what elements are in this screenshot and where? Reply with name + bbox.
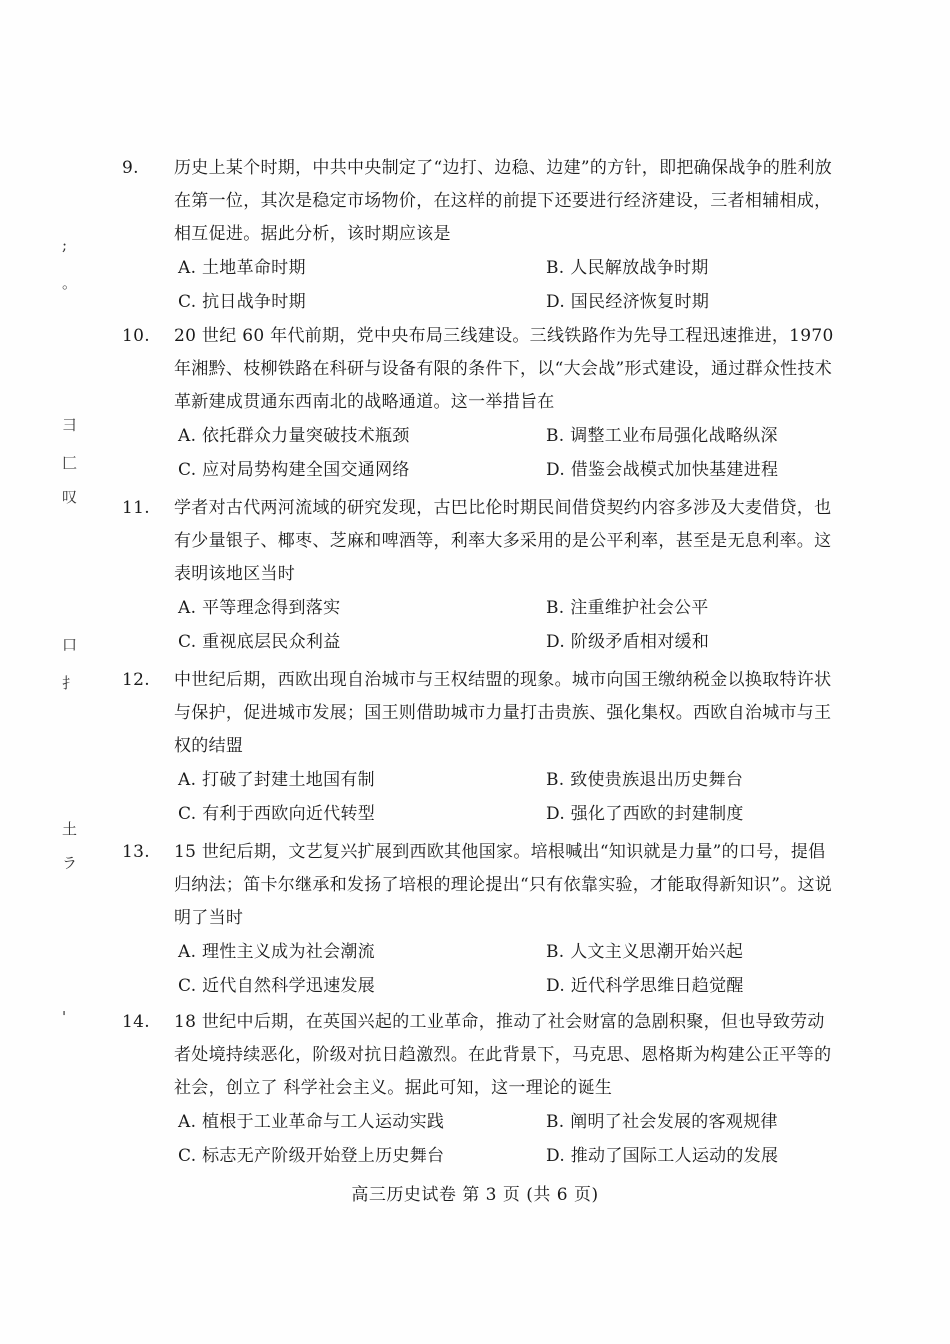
option-a: A. 理性主义成为社会潮流 [178, 942, 375, 962]
question-number: 12. [122, 670, 150, 690]
margin-mark: 叹 [62, 488, 78, 506]
option-group [178, 251, 838, 319]
question-13 [122, 836, 838, 1003]
question-number: 10. [122, 326, 150, 346]
option-a: A. 土地革命时期 [178, 258, 306, 278]
option-c: C. 近代自然科学迅速发展 [178, 976, 376, 996]
option-d: D. 近代科学思维日趋觉醒 [546, 976, 744, 996]
margin-mark: 土 [62, 820, 78, 838]
margin-mark: 扌 [62, 674, 78, 692]
question-stem [122, 836, 838, 935]
option-group [178, 419, 838, 487]
question-14 [122, 1006, 838, 1173]
question-12 [122, 664, 838, 831]
option-a: A. 依托群众力量突破技术瓶颈 [178, 426, 410, 446]
question-number: 9. [122, 158, 139, 178]
question-11 [122, 492, 838, 659]
page-footer: 高三历史试卷 第 3 页 (共 6 页) [351, 1185, 599, 1205]
question-stem [122, 320, 838, 419]
question-stem [122, 1006, 838, 1105]
margin-mark: ラ [62, 854, 78, 872]
question-text: 学者对古代两河流域的研究发现，古巴比伦时期民间借贷契约内容多涉及大麦借贷，也有少量银子、椰枣、芝麻和啤酒等，利率大多采用的是公平利率，甚至是无息利率。这表明该地区当时 [174, 498, 832, 584]
question-stem [122, 492, 838, 591]
option-a: A. 打破了封建土地国有制 [178, 770, 375, 790]
question-number: 13. [122, 842, 150, 862]
option-d: D. 推动了国际工人运动的发展 [546, 1146, 779, 1166]
option-c: C. 有利于西欧向近代转型 [178, 804, 376, 824]
margin-mark: 彐 [62, 416, 78, 434]
question-stem [122, 152, 838, 251]
question-9 [122, 152, 838, 319]
margin-mark: ; [62, 236, 68, 254]
option-c: C. 标志无产阶级开始登上历史舞台 [178, 1146, 445, 1166]
margin-mark: 匚 [62, 454, 78, 472]
question-text: 18 世纪中后期，在英国兴起的工业革命，推动了社会财富的急剧积聚，但也导致劳动者处境持续恶化，阶级对抗日趋激烈。在此背景下，马克思、恩格斯为构建公正平等的社会，创立了 科学社会主义。据此可知，这一理论的诞生 [174, 1012, 832, 1098]
option-c: C. 抗日战争时期 [178, 292, 306, 312]
question-text: 中世纪后期，西欧出现自治城市与王权结盟的现象。城市向国王缴纳税金以换取特许状与保护，促进城市发展；国王则借助城市力量打击贵族、强化集权。西欧自治城市与王权的结盟 [174, 670, 832, 756]
question-text: 20 世纪 60 年代前期，党中央布局三线建设。三线铁路作为先导工程迅速推进，1970 年湘黔、枝柳铁路在科研与设备有限的条件下，以“大会战”形式建设，通过群众性技术革新建成贯通东西南北的战略通道。这一举措旨在 [174, 326, 834, 412]
margin-mark: 口 [62, 636, 78, 654]
margin-mark: 。 [62, 274, 78, 292]
option-group [178, 935, 838, 1003]
option-d: D. 强化了西欧的封建制度 [546, 804, 744, 824]
option-c: C. 应对局势构建全国交通网络 [178, 460, 410, 480]
option-d: D. 阶级矛盾相对缓和 [546, 632, 710, 652]
option-b: B. 致使贵族退出历史舞台 [546, 770, 744, 790]
option-b: B. 注重维护社会公平 [546, 598, 709, 618]
option-d: D. 国民经济恢复时期 [546, 292, 710, 312]
option-d: D. 借鉴会战模式加快基建进程 [546, 460, 779, 480]
question-stem [122, 664, 838, 763]
question-number: 14. [122, 1012, 150, 1032]
option-c: C. 重视底层民众利益 [178, 632, 341, 652]
option-b: B. 人文主义思潮开始兴起 [546, 942, 744, 962]
option-a: A. 植根于工业革命与工人运动实践 [178, 1112, 445, 1132]
question-10 [122, 320, 838, 487]
margin-mark: ' [62, 1008, 67, 1026]
option-group [178, 591, 838, 659]
option-group [178, 763, 838, 831]
option-a: A. 平等理念得到落实 [178, 598, 341, 618]
option-b: B. 调整工业布局强化战略纵深 [546, 426, 778, 446]
question-text: 15 世纪后期，文艺复兴扩展到西欧其他国家。培根喊出“知识就是力量”的口号，提倡归纳法；笛卡尔继承和发扬了培根的理论提出“只有依靠实验，才能取得新知识”。这说明了当时 [174, 842, 833, 928]
question-number: 11. [122, 498, 150, 518]
question-text: 历史上某个时期，中共中央制定了“边打、边稳、边建”的方针，即把确保战争的胜利放在第一位，其次是稳定市场物价，在这样的前提下还要进行经济建设，三者相辅相成，相互促进。据此分析，该时期应该是 [174, 158, 833, 244]
option-b: B. 人民解放战争时期 [546, 258, 709, 278]
option-group [178, 1105, 838, 1173]
option-b: B. 阐明了社会发展的客观规律 [546, 1112, 778, 1132]
